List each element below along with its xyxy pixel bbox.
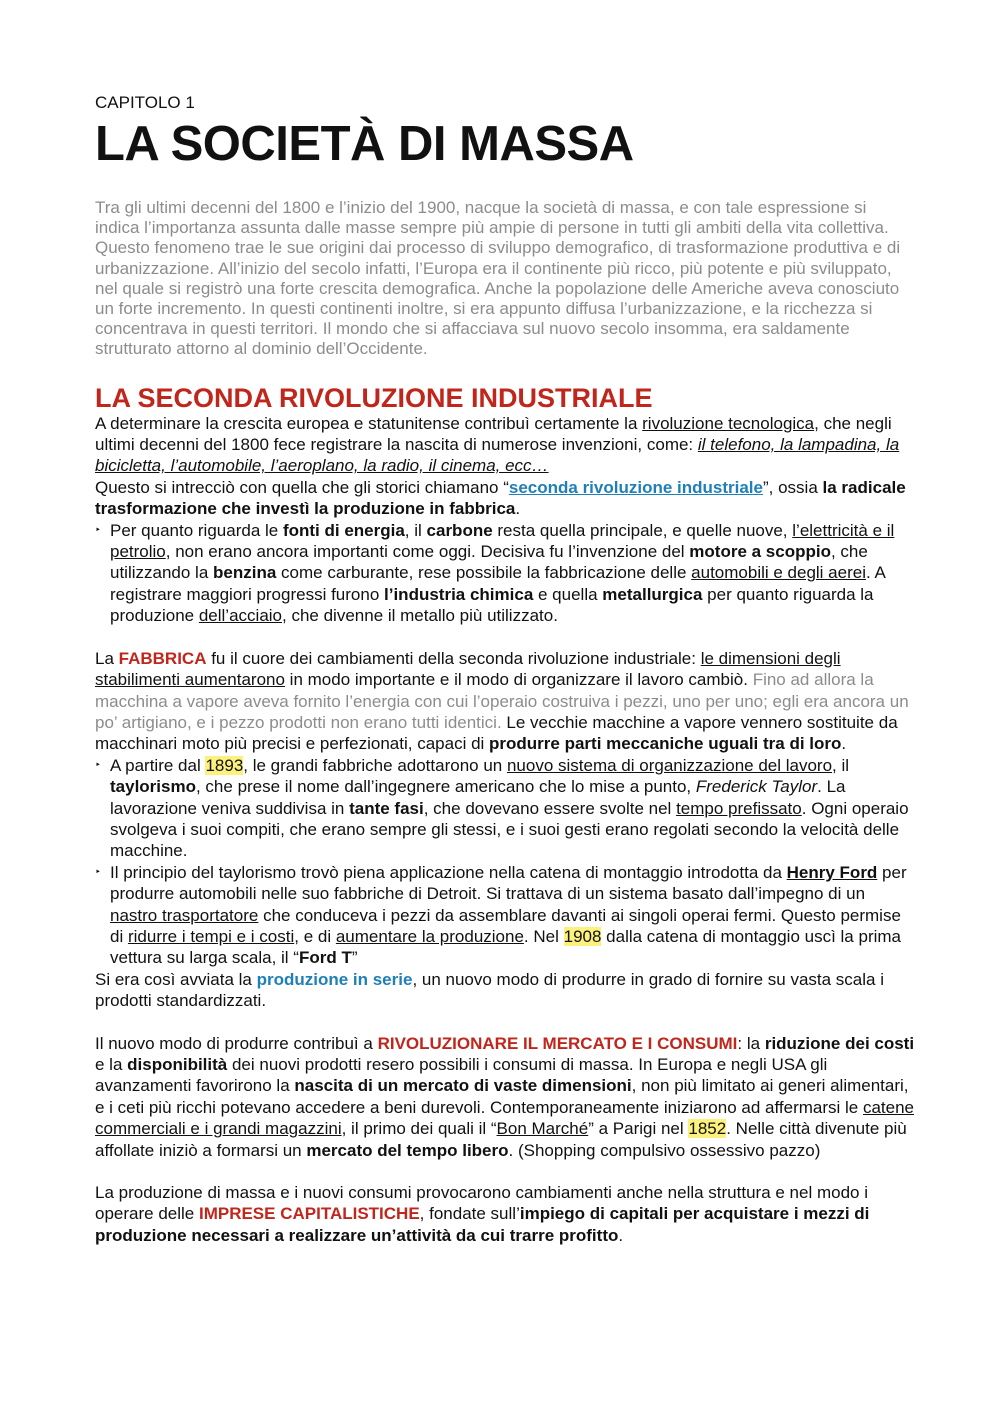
section-title: LA SECONDA RIVOLUZIONE INDUSTRIALE <box>95 382 653 413</box>
underlined-text: rivoluzione tecnologica <box>642 413 815 433</box>
bold-text: la radicale trasformazione che investì la produzione in fabbrica <box>95 477 906 519</box>
grey-text: Fino ad allora la macchina a vapore aveva fornito l’energia con cui l’operaio costruiva i pezzi, uno per uno; egli era ancora un po’ artigiano, e i pezzo prodotti non erano tutti identici. <box>95 670 909 732</box>
chapter-label: CAPITOLO 1 <box>95 93 195 112</box>
bullet-triangle-icon: ‣ <box>95 866 101 878</box>
highlighted-year: 1852 <box>688 1119 727 1139</box>
paragraph-imprese: La produzione di massa e i nuovi consumi provocarono cambiamenti anche nella struttura e nel modo i operare delle IMPRESE CAPITALISTICHE, fondate sull’impiego di capitali per acquistare i mezzi di produzione necessari a realizzare un’attività da cui trarre profitto. <box>95 1183 870 1245</box>
red-keyword: RIVOLUZIONARE IL MERCATO E I CONSUMI <box>377 1033 738 1053</box>
paragraph-tecnologia: A determinare la crescita europea e statunitense contribuì certamente la rivoluzione tecnologica, che negli ultimi decenni del 1800 fece registrare la nascita di numerose invenzioni, come: il telefono, la lampadina, la bicicletta, l’automobile, l’aeroplano, la radio, il cinema, ecc… Questo si intrecciò con quella che gli storici chiamano “seconda rivoluzione industriale”, ossia la radicale trasformazione che investì la produzione in fabbrica. <box>95 413 906 519</box>
paragraph-mercato: Il nuovo modo di produrre contribuì a RIVOLUZIONARE IL MERCATO E I CONSUMI: la riduzione dei costi e la disponibilità dei nuovi prodotti resero possibili i consumi di massa. In Europa e negli USA gli avanzamenti favorirono la nascita di un mercato di vaste dimensioni, non più limitato ai generi alimentari, e i ceti più ricchi potevano accedere a beni durevoli. Contemporaneamente iniziarono ad affermarsi le catene commerciali e i grandi magazzini, il primo dei quali il “Bon Marché” a Parigi nel 1852. Nelle città divenute più affollate iniziò a formarsi un mercato del tempo libero. (Shopping compulsivo ossessivo pazzo) <box>95 1033 915 1160</box>
intro-paragraph: Tra gli ultimi decenni del 1800 e l’inizio del 1900, nacque la società di massa, e con tale espressione si indica l’importanza assunta dalle masse sempre più ampie di persone in tutti gli ambiti della vita collettiva. Questo fenomeno trae le sue origini dai processo di sviluppo demografico, di trasformazione produttiva e di urbanizzazione. All’inizio del secolo infatti, l’Europa era il continente più ricco, più potente e più sviluppato, nel quale si registrò una forte crescita demografica. Anche la popolazione delle Americhe aveva conosciuto un forte incremento. In questi continenti inoltre, si era appunto diffusa l’urbanizzazione, e la ricchezza si concentrava in questi territori. Il mondo che si affacciava sul nuovo secolo insomma, era saldamente strutturato attorno al dominio dell’Occidente. <box>95 198 901 359</box>
red-keyword: FABBRICA <box>118 648 207 668</box>
paragraph-fabbrica: La FABBRICA fu il cuore dei cambiamenti della seconda rivoluzione industriale: le dimensioni degli stabilimenti aumentarono in modo importante e il modo di organizzare il lavoro cambiò. Fino ad allora la macchina a vapore aveva fornito l’energia con cui l’operaio costruiva i pezzi, uno per uno; egli era ancora un po’ artigiano, e i pezzo prodotti non erano tutti identici. Le vecchie macchine a vapore vennero sostituite da macchinari moto più precisi e perfezionati, capaci di produrre parti meccaniche uguali tra di loro. <box>95 648 909 754</box>
bullet-list-taylorismo <box>95 755 915 969</box>
list-item: ‣ A partire dal 1893, le grandi fabbriche adottarono un nuovo sistema di organizzazione del lavoro, il taylorismo, che prese il nome dall’ingegnere americano che lo mise a punto, Frederick Taylor. La lavorazione veniva suddivisa in tante fasi, che dovevano essere svolte nel tempo prefissato. Ogni operaio svolgeva i suoi compiti, che erano sempre gli stessi, e i suoi gesti erano regolati secondo la velocità delle macchine. <box>95 755 909 861</box>
highlighted-year: 1893 <box>205 755 244 775</box>
list-item: ‣ Il principio del taylorismo trovò piena applicazione nella catena di montaggio introdotta da Henry Ford per produrre automobili nelle suo fabbriche di Detroit. Si trattava di un sistema basato dall’impegno di un nastro trasportatore che conduceva i pezzi da assemblare davanti ai singoli operai fermi. Questo permise di ridurre i tempi e i costi, e di aumentare la produzione. Nel 1908 dalla catena di montaggio uscì la prima vettura su larga scala, il “Ford T” <box>95 862 907 968</box>
red-keyword: IMPRESE CAPITALISTICHE <box>198 1204 420 1224</box>
bullet-list-energia <box>95 520 915 627</box>
highlighted-year: 1908 <box>563 926 602 946</box>
blue-keyword: produzione in serie <box>256 969 413 989</box>
paragraph-produzione-serie: Si era così avviata la produzione in serie, un nuovo modo di produrre in grado di fornire su vasta scala i prodotti standardizzati. <box>95 969 884 1011</box>
chapter-title: LA SOCIETÀ DI MASSA <box>95 117 634 171</box>
bullet-triangle-icon: ‣ <box>95 759 101 771</box>
bullet-triangle-icon: ‣ <box>95 524 101 536</box>
underlined-italic-text: il telefono, la lampadina, la bicicletta, l’automobile, l’aeroplano, la radio, il cinema, ecc… <box>95 435 900 476</box>
list-item: ‣ Per quanto riguarda le fonti di energia, il carbone resta quella principale, e quelle nuove, l’elettricità e il petrolio, non erano ancora importanti come oggi. Decisiva fu l’invenzione del motore a scoppio, che utilizzando la benzina come carburante, rese possibile la fabbricazione delle automobili e degli aerei. A registrare maggiori progressi furono l’industria chimica e quella metallurgica per quanto riguarda la produzione dell’acciaio, che divenne il metallo più utilizzato. <box>95 520 895 626</box>
link-seconda-rivoluzione[interactable]: seconda rivoluzione industriale <box>508 477 763 497</box>
document-content <box>95 92 915 1246</box>
